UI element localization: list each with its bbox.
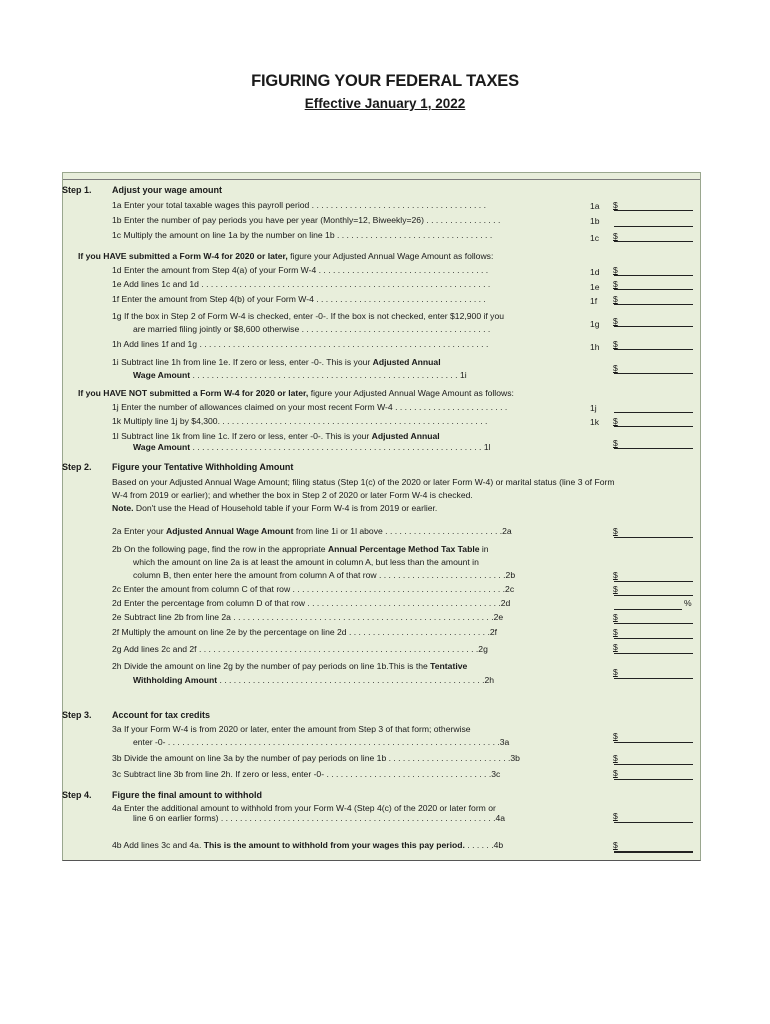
line-4b-field[interactable] [614,851,693,853]
line-1g-field[interactable] [614,326,693,327]
line-1j-field[interactable] [614,412,693,413]
line-1b-label: 1b [590,216,600,226]
line-1g-dollar: $ [613,316,618,326]
line-1h-text: 1h Add lines 1f and 1g . . . . . . . . . . . . . . . . . . . . . . . . . . . . . . . . . . . . . . . . . . . . . . . . . . . . . . . . . . . . . [112,339,489,349]
line-1a-label: 1a [590,201,600,211]
have-not-submitted-rest: figure your Adjusted Annual Wage Amount as follows: [308,388,514,398]
line-2b-text [112,544,489,555]
line-1l-text [112,431,440,442]
line-2h-dollar: $ [613,667,618,677]
line-2b-text-b: Annual Percentage Method Tax Table [327,544,480,554]
line-2h-text-c: Withholding Amount [133,675,218,685]
line-2b-field[interactable] [614,581,693,582]
line-2f-dollar: $ [613,627,618,637]
line-1f-label: 1f [590,296,598,306]
line-2g-dollar: $ [613,642,618,652]
line-1h-field[interactable] [614,349,693,350]
line-1i-text-a: 1i Subtract line 1h from line 1e. If zero or less, enter -0-. This is your [112,357,373,367]
line-1k-dollar: $ [613,416,618,426]
page-title: FIGURING YOUR FEDERAL TAXES [251,72,519,90]
line-2g-field[interactable] [614,653,693,654]
line-4b-text-c: . . . . . .4b [464,840,504,850]
line-4b-text [112,840,503,851]
line-1l-text-d: . . . . . . . . . . . . . . . . . . . . . . . . . . . . . . . . . . . . . . . . . . . . . . . . . . . . . . . . . . . . . 1l [190,442,491,452]
step2-note-text: Don't use the Head of Household table if your Form W-4 is from 2019 or earlier. [133,503,438,513]
line-1e-field[interactable] [614,289,693,290]
line-2d-text: 2d Enter the percentage from column D of that row . . . . . . . . . . . . . . . . . . . . . . . . . . . . . . . . . . . . . . . . .2d [112,598,511,608]
have-submitted-rest: figure your Adjusted Annual Wage Amount as follows: [287,251,494,261]
line-1e-dollar: $ [613,279,618,289]
line-1c-text: 1c Multiply the amount on line 1a by the number on line 1b . . . . . . . . . . . . . . . . . . . . . . . . . . . . . . . . . [112,230,493,240]
line-1e-label: 1e [590,282,600,292]
line-2b-dollar: $ [613,570,618,580]
line-1i-text-d: . . . . . . . . . . . . . . . . . . . . . . . . . . . . . . . . . . . . . . . . . . . . . . . . . . . . . . . . 1i [190,370,467,380]
have-not-submitted-bold: If you HAVE NOT submitted a Form W-4 for 2020 or later, [78,388,309,398]
top-rule [63,179,700,180]
line-4a-text: 4a Enter the additional amount to withhold from your Form W-4 (Step 4(c) of the 2020 or later form or [112,803,496,813]
line-2e-dollar: $ [613,612,618,622]
line-1a-dollar: $ [613,200,618,210]
line-1g-label: 1g [590,319,600,329]
line-4a-text-cont: line 6 on earlier forms) . . . . . . . . . . . . . . . . . . . . . . . . . . . . . . . . . . . . . . . . . . . . . . . . . . . . . . . . . .4a [133,813,506,823]
line-4a-field[interactable] [614,822,693,823]
line-2c-field[interactable] [614,595,693,596]
line-2h-text-b: Tentative [430,661,468,671]
step2-para-1: Based on your Adjusted Annual Wage Amount; filing status (Step 1(c) of the 2020 or later Form W-4) or marital status (line 3 of Form [112,477,615,487]
line-3b-text: 3b Divide the amount on line 3a by the number of pay periods on line 1b . . . . . . . . . . . . . . . . . . . . . . . . . .3b [112,753,520,763]
line-1c-dollar: $ [613,231,618,241]
line-1h-dollar: $ [613,339,618,349]
line-2a-text-a: 2a Enter your [112,526,166,536]
step4-label: Step 4. [62,790,92,800]
line-1i-text-cont [133,370,467,381]
step1-label: Step 1. [62,185,92,195]
line-1l-text-cont [133,442,491,453]
line-2h-text-cont [133,675,494,686]
line-1i-field[interactable] [614,373,693,374]
have-submitted-heading [78,251,493,262]
line-3a-dollar: $ [613,731,618,741]
line-1f-text: 1f Enter the amount from Step 4(b) of your Form W-4 . . . . . . . . . . . . . . . . . . . . . . . . . . . . . . . . . . . . [112,294,486,304]
step3-label: Step 3. [62,710,92,720]
line-1l-field[interactable] [614,448,693,449]
line-1i-text [112,357,441,368]
line-4a-dollar: $ [613,811,618,821]
line-3a-text: 3a If your Form W-4 is from 2020 or later, enter the amount from Step 3 of that form; otherwise [112,724,471,734]
line-2d-field[interactable] [614,609,682,610]
line-3a-field[interactable] [614,742,693,743]
line-1d-text: 1d Enter the amount from Step 4(a) of your Form W-4 . . . . . . . . . . . . . . . . . . . . . . . . . . . . . . . . . . . . [112,265,489,275]
line-2e-field[interactable] [614,623,693,624]
line-1a-field[interactable] [614,210,693,211]
line-2h-field[interactable] [614,678,693,679]
line-1l-text-c: Wage Amount [133,442,191,452]
line-2c-text: 2c Enter the amount from column C of that row . . . . . . . . . . . . . . . . . . . . . . . . . . . . . . . . . . . . . . . . . . . . .2c [112,584,515,594]
line-1d-field[interactable] [614,275,693,276]
step2-label: Step 2. [62,462,92,472]
line-3c-text: 3c Subtract line 3b from line 2h. If zero or less, enter -0- . . . . . . . . . . . . . . . . . . . . . . . . . . . . . . . . . . .3c [112,769,501,779]
line-1g-text-cont: are married filing jointly or $8,600 otherwise . . . . . . . . . . . . . . . . . . . . . . . . . . . . . . . . . . . . . . . . [133,324,491,334]
line-2f-text: 2f Multiply the amount on line 2e by the percentage on line 2d . . . . . . . . . . . . . . . . . . . . . . . . . . . . . .2f [112,627,497,637]
step4-heading: Figure the final amount to withhold [112,790,262,800]
worksheet-panel [62,172,701,861]
line-1l-text-b: Adjusted Annual [371,431,440,441]
step2-heading: Figure your Tentative Withholding Amount [112,462,294,472]
line-1f-dollar: $ [613,294,618,304]
line-1k-label: 1k [590,417,600,427]
line-2b-text-c: in [479,544,489,554]
line-2d-percent: % [684,598,692,608]
line-1c-label: 1c [590,233,600,243]
line-4b-dollar: $ [613,840,618,850]
line-2a-text [112,526,512,537]
line-1l-text-a: 1l Subtract line 1k from line 1c. If zero or less, enter -0-. This is your [112,431,372,441]
line-1a-text: 1a Enter your total taxable wages this payroll period . . . . . . . . . . . . . . . . . . . . . . . . . . . . . . . . . . . . . [112,200,486,210]
line-1l-dollar: $ [613,438,618,448]
line-2b-text-a: 2b On the following page, find the row in the appropriate [112,544,328,554]
line-2b-text-cont2: column B, then enter here the amount from column A of that row . . . . . . . . . . . . . . . . . . . . . . . . . . .2b [133,570,516,580]
line-1i-dollar: $ [613,363,618,373]
line-1f-field[interactable] [614,304,693,305]
line-1i-text-b: Adjusted Annual [372,357,441,367]
page-subtitle: Effective January 1, 2022 [304,96,466,111]
line-1g-text: 1g If the box in Step 2 of Form W-4 is checked, enter -0-. If the box is not checked, enter $12,900 if you [112,311,505,321]
line-1k-field[interactable] [614,426,693,427]
step2-note [112,503,437,514]
line-3a-text-cont: enter -0- . . . . . . . . . . . . . . . . . . . . . . . . . . . . . . . . . . . . . . . . . . . . . . . . . . . . . . . . . . . . . . . . . . . . . .3a [133,737,510,747]
line-1c-field[interactable] [614,241,693,242]
step2-para-2: W-4 from 2019 or earlier); and whether the box in Step 2 of 2020 or later Form W-4 is checked. [112,490,473,500]
line-2c-dollar: $ [613,584,618,594]
line-2g-text: 2g Add lines 2c and 2f . . . . . . . . . . . . . . . . . . . . . . . . . . . . . . . . . . . . . . . . . . . . . . . . . . . . . . . . . . .2g [112,644,488,654]
step3-heading: Account for tax credits [112,710,211,720]
line-1b-text: 1b Enter the number of pay periods you have per year (Monthly=12, Biweekly=26) . . . . . . . . . . . . . . . . [112,215,501,225]
line-2h-text [112,661,467,672]
step2-note-label: Note. [112,503,134,513]
line-2h-text-a: 2h Divide the amount on line 2g by the number of pay periods on line 1b.This is the [112,661,431,671]
line-1d-dollar: $ [613,265,618,275]
line-1h-label: 1h [590,342,600,352]
line-1d-label: 1d [590,267,600,277]
line-4b-text-a: 4b Add lines 3c and 4a. [112,840,204,850]
line-1b-field[interactable] [614,226,693,227]
line-3b-dollar: $ [613,753,618,763]
line-2a-dollar: $ [613,526,618,536]
line-1j-text: 1j Enter the number of allowances claimed on your most recent Form W-4 . . . . . . . . . . . . . . . . . . . . . . . . [112,402,508,412]
have-not-submitted-heading [78,388,514,399]
line-3b-field[interactable] [614,764,693,765]
line-1j-label: 1j [590,403,597,413]
line-4b-text-b: This is the amount to withhold from your wages this pay period. [203,840,465,850]
line-1e-text: 1e Add lines 1c and 1d . . . . . . . . . . . . . . . . . . . . . . . . . . . . . . . . . . . . . . . . . . . . . . . . . . . . . . . . . . . . . [112,279,491,289]
line-2a-text-c: from line 1i or 1l above . . . . . . . . . . . . . . . . . . . . . . . . .2a [293,526,512,536]
line-3c-dollar: $ [613,768,618,778]
line-2b-text-cont1: which the amount on line 2a is at least the amount in column A, but less than the amount in [133,557,479,567]
step1-heading: Adjust your wage amount [112,185,223,195]
line-3c-field[interactable] [614,779,693,780]
have-submitted-bold: If you HAVE submitted a Form W-4 for 2020 or later, [78,251,288,261]
line-2h-text-d: . . . . . . . . . . . . . . . . . . . . . . . . . . . . . . . . . . . . . . . . . . . . . . . . . . . . . . . .2h [217,675,495,685]
line-2e-text: 2e Subtract line 2b from line 2a . . . . . . . . . . . . . . . . . . . . . . . . . . . . . . . . . . . . . . . . . . . . . . . . . . . . . . .2e [112,612,504,622]
line-2f-field[interactable] [614,638,693,639]
line-2a-field[interactable] [614,537,693,538]
line-1k-text: 1k Multiply line 1j by $4,300. . . . . . . . . . . . . . . . . . . . . . . . . . . . . . . . . . . . . . . . . . . . . . . . . . . . . . . . . [112,416,488,426]
line-2a-text-b: Adjusted Annual Wage Amount [165,526,294,536]
line-1i-text-c: Wage Amount [133,370,191,380]
